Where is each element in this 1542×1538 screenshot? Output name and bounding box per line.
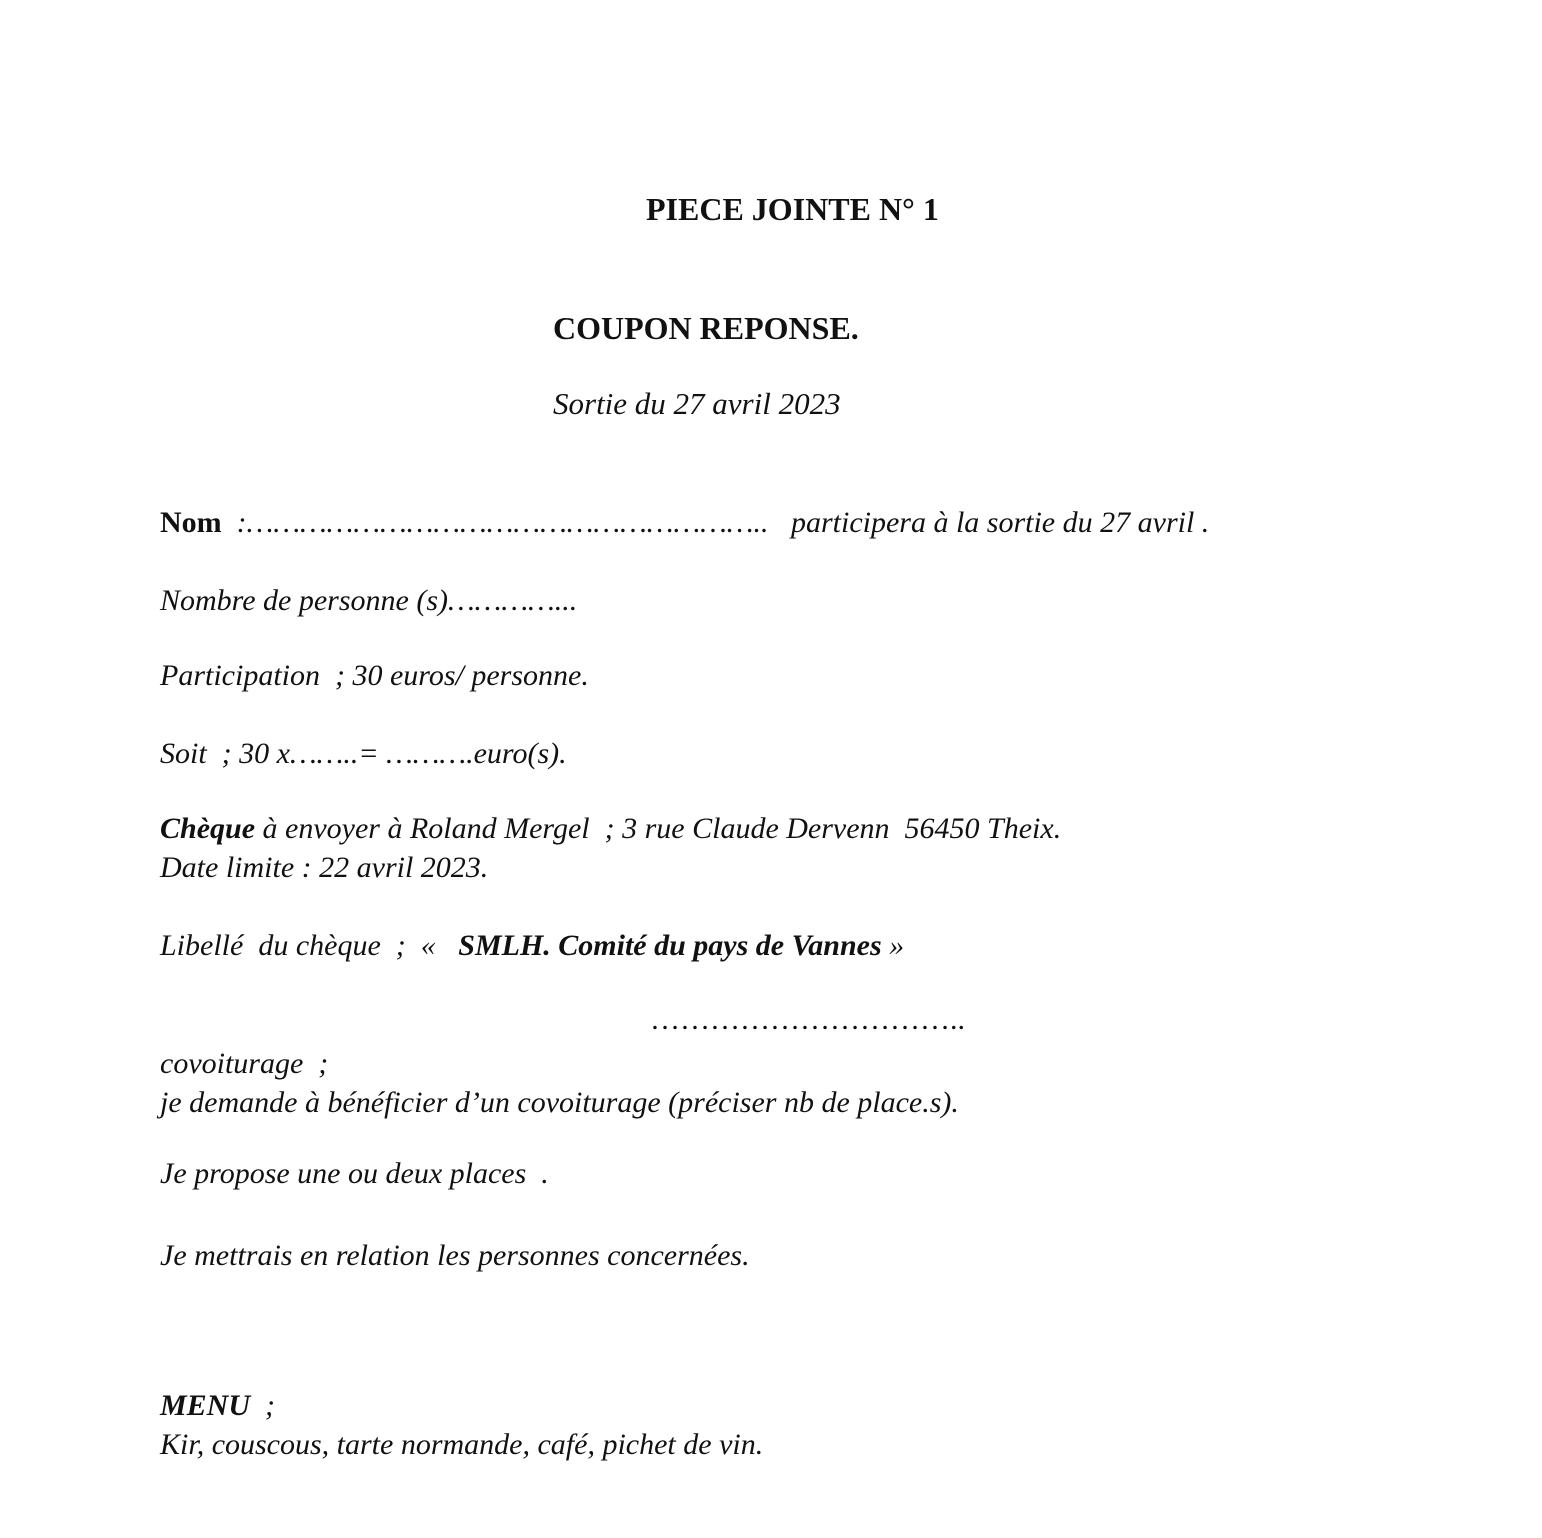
total-amount-line: Soit ; 30 x……..= ……….euro(s). xyxy=(160,737,567,770)
cheque-label: Chèque xyxy=(160,812,256,845)
name-dotted-field: :………………………………………………….. participera à la sortie du 27 avril . xyxy=(221,506,1210,539)
carpool-section xyxy=(160,1044,959,1122)
persons-count-line: Nombre de personne (s)…………... xyxy=(160,584,578,617)
menu-label: MENU xyxy=(160,1389,251,1422)
carpool-request-text: je demande à bénéficier d’un covoiturage (préciser nb de place.s). xyxy=(160,1086,959,1119)
cheque-address-text: à envoyer à Roland Mergel ; 3 rue Claude Dervenn 56450 Theix. xyxy=(255,812,1062,845)
payee-prefix-text: Libellé du chèque ; « xyxy=(160,929,459,962)
carpool-offer-line: Je propose une ou deux places . xyxy=(160,1157,549,1190)
deadline-text: Date limite : 22 avril 2023. xyxy=(160,851,489,884)
coupon-heading: COUPON REPONSE. xyxy=(553,310,859,346)
cheque-payee-line xyxy=(160,926,904,965)
payee-name-text: SMLH. Comité du pays de Vannes xyxy=(458,929,882,962)
participation-fee-line: Participation ; 30 euros/ personne. xyxy=(160,659,589,692)
document-title: PIECE JOINTE N° 1 xyxy=(646,191,939,227)
name-label: Nom xyxy=(160,506,222,539)
menu-section xyxy=(160,1386,763,1464)
name-fill-in-line xyxy=(160,503,1209,542)
menu-punct: ; xyxy=(250,1389,276,1422)
outing-date-subheading: Sortie du 27 avril 2023 xyxy=(553,386,841,421)
menu-items-text: Kir, couscous, tarte normande, café, pichet de vin. xyxy=(160,1428,764,1461)
cheque-instructions-block xyxy=(160,809,1061,887)
dotted-separator-line: ………………………….. xyxy=(650,1003,965,1036)
payee-suffix-text: » xyxy=(881,929,905,962)
carpool-connect-line: Je mettrais en relation les personnes concernées. xyxy=(160,1239,750,1272)
carpool-heading-text: covoiturage ; xyxy=(160,1047,329,1080)
